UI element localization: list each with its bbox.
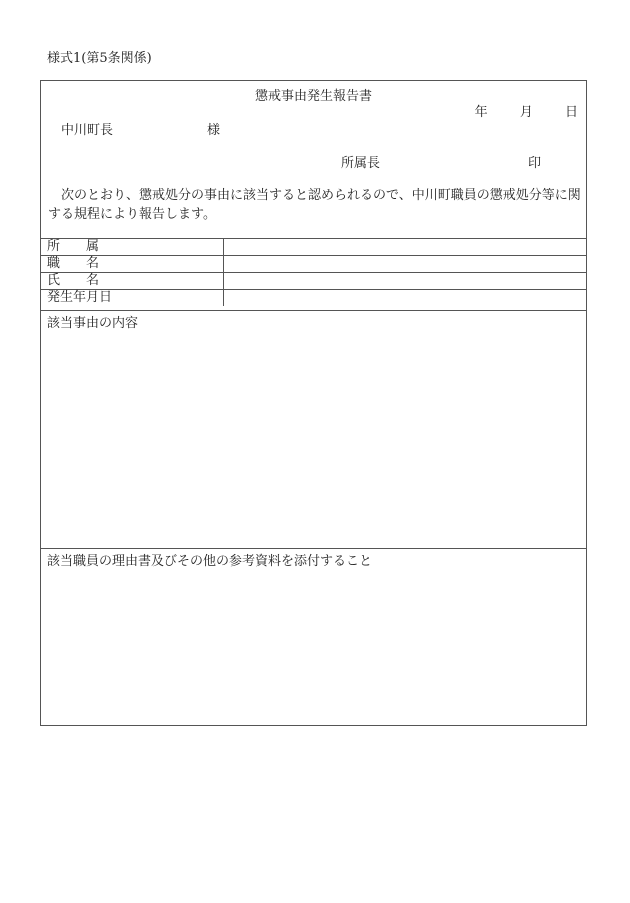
reason-section[interactable] [41, 310, 586, 548]
honorific: 様 [207, 123, 221, 138]
attachment-section[interactable] [41, 548, 586, 725]
report-form [40, 80, 587, 726]
date-year: 年 [474, 105, 488, 120]
table-row [41, 273, 586, 290]
row-label-date: 発生年月日 [41, 290, 224, 307]
date-day: 日 [564, 105, 578, 120]
row-label-position: 職 名 [41, 256, 224, 273]
info-table [41, 238, 586, 306]
row-value-position[interactable] [224, 256, 587, 273]
addressee: 中川町長 [61, 123, 114, 138]
attachment-section-label: 該当職員の理由書及びその他の参考資料を添付すること [47, 554, 373, 569]
seal-mark: 印 [528, 156, 542, 171]
row-value-affiliation[interactable] [224, 239, 587, 256]
date-month: 月 [519, 105, 533, 120]
row-label-name: 氏 名 [41, 273, 224, 290]
form-label: 様式1(第5条関係) [47, 51, 152, 66]
date-line [475, 101, 578, 120]
table-row [41, 239, 586, 256]
row-value-name[interactable] [224, 273, 587, 290]
table-row [41, 290, 586, 307]
reporter-title: 所属長 [341, 156, 381, 171]
row-value-date[interactable] [224, 290, 587, 307]
body-text: 次のとおり、懲戒処分の事由に該当すると認められるので、中川町職員の懲戒処分等に関する規程により報告します。 [48, 188, 581, 222]
form-title: 懲戒事由発生報告書 [254, 89, 372, 104]
reason-section-label: 該当事由の内容 [47, 316, 139, 331]
table-row [41, 256, 586, 273]
row-label-affiliation: 所 属 [41, 239, 224, 256]
